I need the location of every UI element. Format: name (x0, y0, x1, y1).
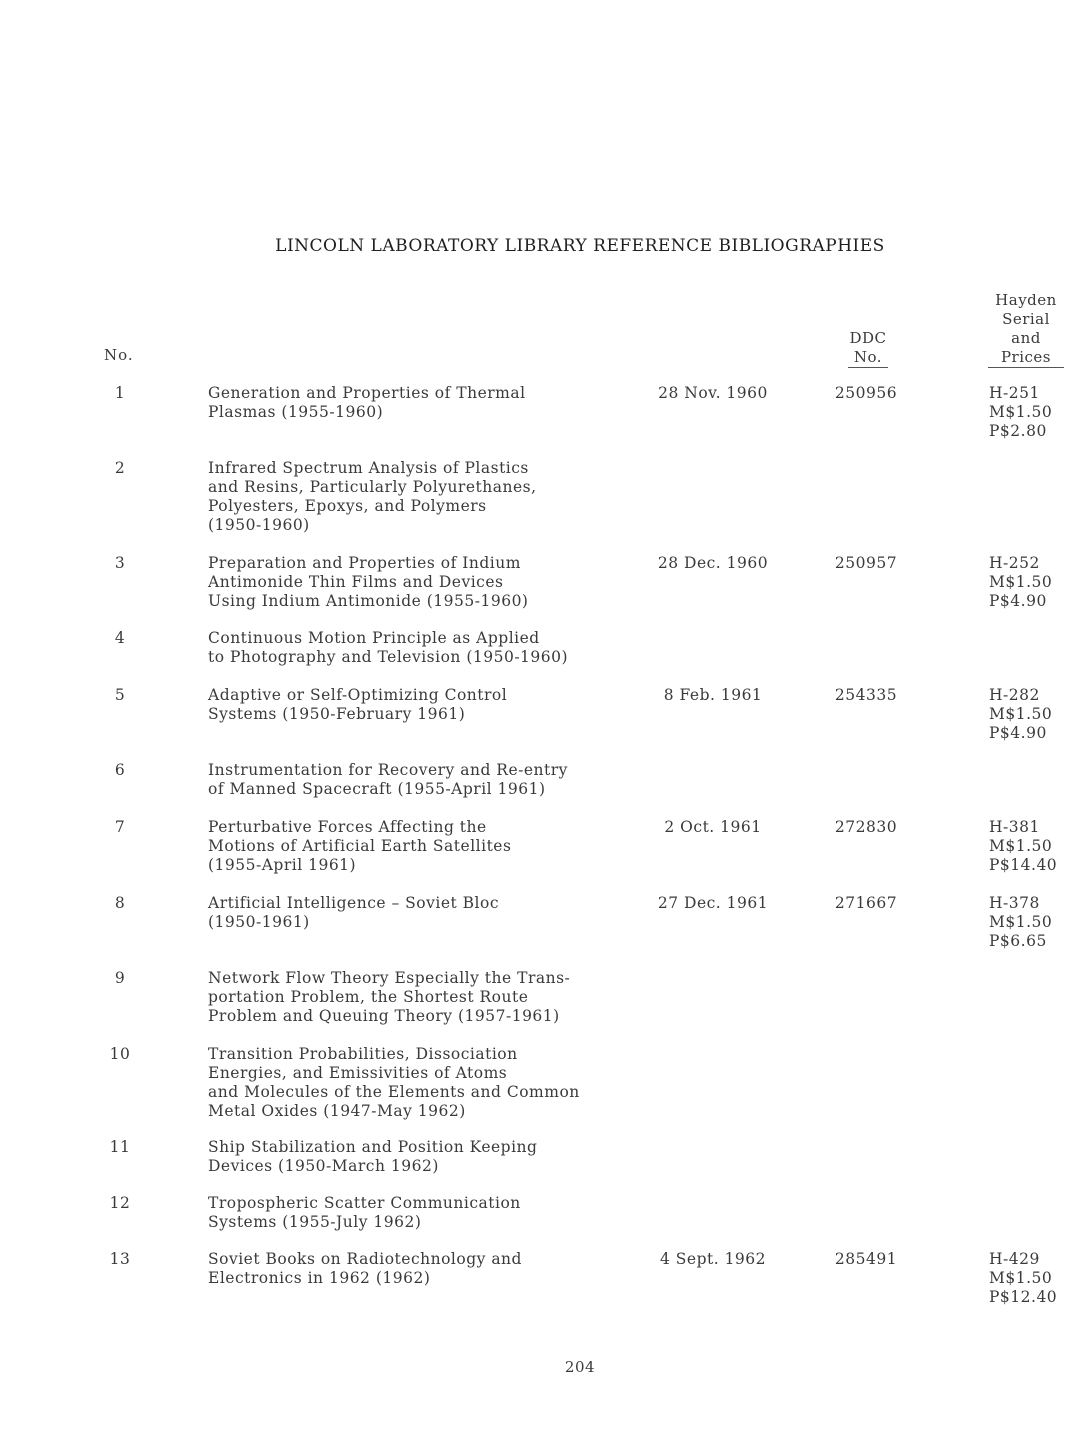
entry-hayden-price-m: M$1.50 (989, 913, 1053, 931)
entry-number: 11 (109, 1138, 131, 1156)
entry-hayden-price-m: M$1.50 (989, 837, 1053, 855)
entry-title: Generation and Properties of Thermal Plasmas (1955-1960) (208, 384, 526, 421)
entry-title: Instrumentation for Recovery and Re-entry of Manned Spacecraft (1955-April 1961) (208, 761, 568, 798)
entry-hayden-serial: H-252 (989, 554, 1040, 572)
entry-title: Preparation and Properties of Indium Antimonide Thin Films and Devices Using Indium Antimonide (1955-1960) (208, 554, 529, 610)
entry-hayden-price-p: P$4.90 (989, 724, 1047, 742)
entry-date: 8 Feb. 1961 (663, 686, 763, 704)
entry-hayden-serial: H-282 (989, 686, 1040, 704)
entry-hayden (989, 554, 1079, 611)
entry-number: 7 (114, 818, 126, 836)
entry-hayden-price-p: P$2.80 (989, 422, 1047, 440)
entry-title: Soviet Books on Radiotechnology and Electronics in 1962 (1962) (208, 1250, 522, 1287)
entry-hayden (989, 1250, 1079, 1307)
entry-ddc-number: 254335 (834, 686, 898, 704)
page-number: 204 (564, 1358, 596, 1376)
entry-number: 1 (114, 384, 126, 402)
entry-number: 6 (114, 761, 126, 779)
entry-hayden-price-m: M$1.50 (989, 705, 1053, 723)
entry-date: 27 Dec. 1961 (657, 894, 769, 912)
column-header-ddc (830, 329, 906, 368)
column-header-no: No. (104, 346, 134, 364)
entry-number: 5 (114, 686, 126, 704)
entry-date: 28 Nov. 1960 (658, 384, 768, 402)
entry-hayden-price-p: P$6.65 (989, 932, 1047, 950)
entry-ddc-number: 272830 (834, 818, 898, 836)
entry-ddc-number: 271667 (834, 894, 898, 912)
entry-hayden-serial: H-381 (989, 818, 1040, 836)
entry-title: Perturbative Forces Affecting the Motions of Artificial Earth Satellites (1955-April 1961) (208, 818, 512, 874)
entry-number: 10 (109, 1045, 131, 1063)
column-header-ddc-line2: No. (848, 348, 888, 368)
entry-hayden-serial: H-378 (989, 894, 1040, 912)
entry-ddc-number: 250957 (834, 554, 898, 572)
entry-hayden-price-m: M$1.50 (989, 573, 1053, 591)
entry-title: Adaptive or Self-Optimizing Control Systems (1950-February 1961) (208, 686, 508, 723)
entry-hayden-price-p: P$4.90 (989, 592, 1047, 610)
entry-ddc-number: 285491 (834, 1250, 898, 1268)
entry-title: Infrared Spectrum Analysis of Plastics and Resins, Particularly Polyurethanes, Polyesters, Epoxys, and Polymers (1950-1960) (208, 459, 537, 534)
entry-title: Tropospheric Scatter Communication Systems (1955-July 1962) (208, 1194, 521, 1231)
entry-title: Ship Stabilization and Position Keeping Devices (1950-March 1962) (208, 1138, 538, 1175)
entry-number: 2 (114, 459, 126, 477)
entry-title: Transition Probabilities, Dissociation Energies, and Emissivities of Atoms and Molecules of the Elements and Common Metal Oxides (1947-May 1962) (208, 1045, 580, 1120)
entry-hayden (989, 384, 1079, 441)
entry-ddc-number: 250956 (834, 384, 898, 402)
entry-number: 13 (109, 1250, 131, 1268)
entry-number: 8 (114, 894, 126, 912)
entry-hayden (989, 686, 1079, 743)
column-header-hayden-line3: and (1011, 329, 1041, 347)
column-header-ddc-line1: DDC (849, 329, 887, 347)
entry-date: 2 Oct. 1961 (664, 818, 762, 836)
entry-title: Continuous Motion Principle as Applied to Photography and Television (1950-1960) (208, 629, 569, 666)
column-header-hayden (988, 291, 1064, 368)
entry-number: 9 (114, 969, 126, 987)
column-header-hayden-line4: Prices (988, 348, 1064, 368)
entry-hayden (989, 818, 1079, 875)
column-header-hayden-line1: Hayden (995, 291, 1057, 309)
entry-hayden (989, 894, 1079, 951)
entry-number: 12 (109, 1194, 131, 1212)
entry-title: Artificial Intelligence – Soviet Bloc (1950-1961) (208, 894, 500, 931)
entry-hayden-serial: H-429 (989, 1250, 1040, 1268)
entry-title: Network Flow Theory Especially the Trans- portation Problem, the Shortest Route Problem and Queuing Theory (1957-1961) (208, 969, 571, 1025)
entry-hayden-price-p: P$12.40 (989, 1288, 1058, 1306)
entry-hayden-serial: H-251 (989, 384, 1040, 402)
entry-hayden-price-p: P$14.40 (989, 856, 1058, 874)
entry-date: 28 Dec. 1960 (657, 554, 769, 572)
entry-hayden-price-m: M$1.50 (989, 1269, 1053, 1287)
column-header-hayden-line2: Serial (1002, 310, 1050, 328)
page-title: LINCOLN LABORATORY LIBRARY REFERENCE BIBLIOGRAPHIES (275, 236, 885, 256)
entry-date: 4 Sept. 1962 (659, 1250, 767, 1268)
entry-number: 3 (114, 554, 126, 572)
entry-number: 4 (114, 629, 126, 647)
entry-hayden-price-m: M$1.50 (989, 403, 1053, 421)
